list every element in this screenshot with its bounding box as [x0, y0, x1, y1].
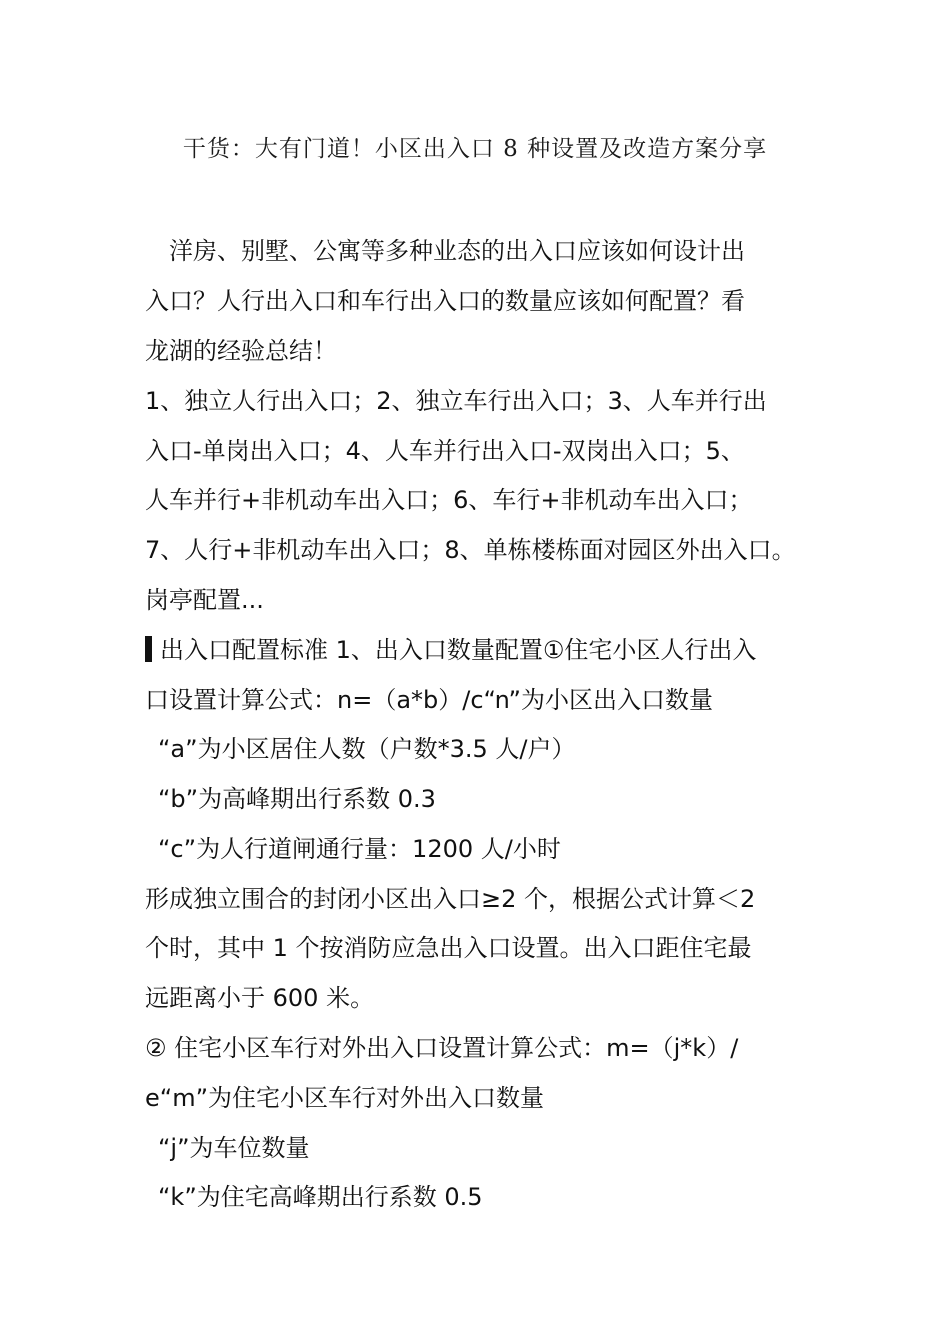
paragraph-line: “a”为小区居住人数（户数*3.5 人/户） — [158, 735, 576, 763]
paragraph-line: 远距离小于 600 米。 — [145, 984, 375, 1012]
paragraph-line: “c”为人行道闸通行量：1200 人/小时 — [158, 835, 561, 863]
section-heading-line — [145, 633, 756, 667]
paragraph-line: 入口-单岗出入口；4、人车并行出入口-双岗出入口；5、 — [145, 437, 745, 465]
paragraph-line: 人车并行+非机动车出入口；6、车行+非机动车出入口； — [145, 486, 753, 514]
paragraph-line: 岗亭配置... — [145, 586, 264, 614]
paragraph-line: 1、独立人行出入口；2、独立车行出入口；3、人车并行出 — [145, 387, 767, 415]
paragraph-line: “k”为住宅高峰期出行系数 0.5 — [158, 1183, 483, 1211]
document-title: 干货：大有门道！小区出入口 8 种设置及改造方案分享 — [182, 136, 768, 162]
paragraph-line: e“m”为住宅小区车行对外出入口数量 — [145, 1084, 545, 1112]
paragraph-line: 入口？人行出入口和车行出入口的数量应该如何配置？看 — [145, 287, 745, 315]
section-heading-text: 出入口配置标准 1、出入口数量配置①住宅小区人行出入 — [160, 636, 757, 664]
paragraph-line: 个时，其中 1 个按消防应急出入口设置。出入口距住宅最 — [145, 934, 752, 962]
paragraph-line: 口设置计算公式：n=（a*b）/c“n”为小区出入口数量 — [145, 686, 713, 714]
section-marker-bar — [145, 636, 152, 662]
paragraph-line: “j”为车位数量 — [158, 1134, 310, 1162]
paragraph-line: 7、人行+非机动车出入口；8、单栋楼栋面对园区外出入口。 — [145, 536, 796, 564]
paragraph-line: 形成独立围合的封闭小区出入口≥2 个，根据公式计算＜2 — [145, 885, 756, 913]
paragraph-line: ② 住宅小区车行对外出入口设置计算公式：m=（j*k）/ — [145, 1034, 739, 1062]
paragraph-line: “b”为高峰期出行系数 0.3 — [158, 785, 436, 813]
paragraph-line: 洋房、别墅、公寓等多种业态的出入口应该如何设计出 — [145, 237, 745, 265]
paragraph-line: 龙湖的经验总结！ — [145, 337, 337, 365]
